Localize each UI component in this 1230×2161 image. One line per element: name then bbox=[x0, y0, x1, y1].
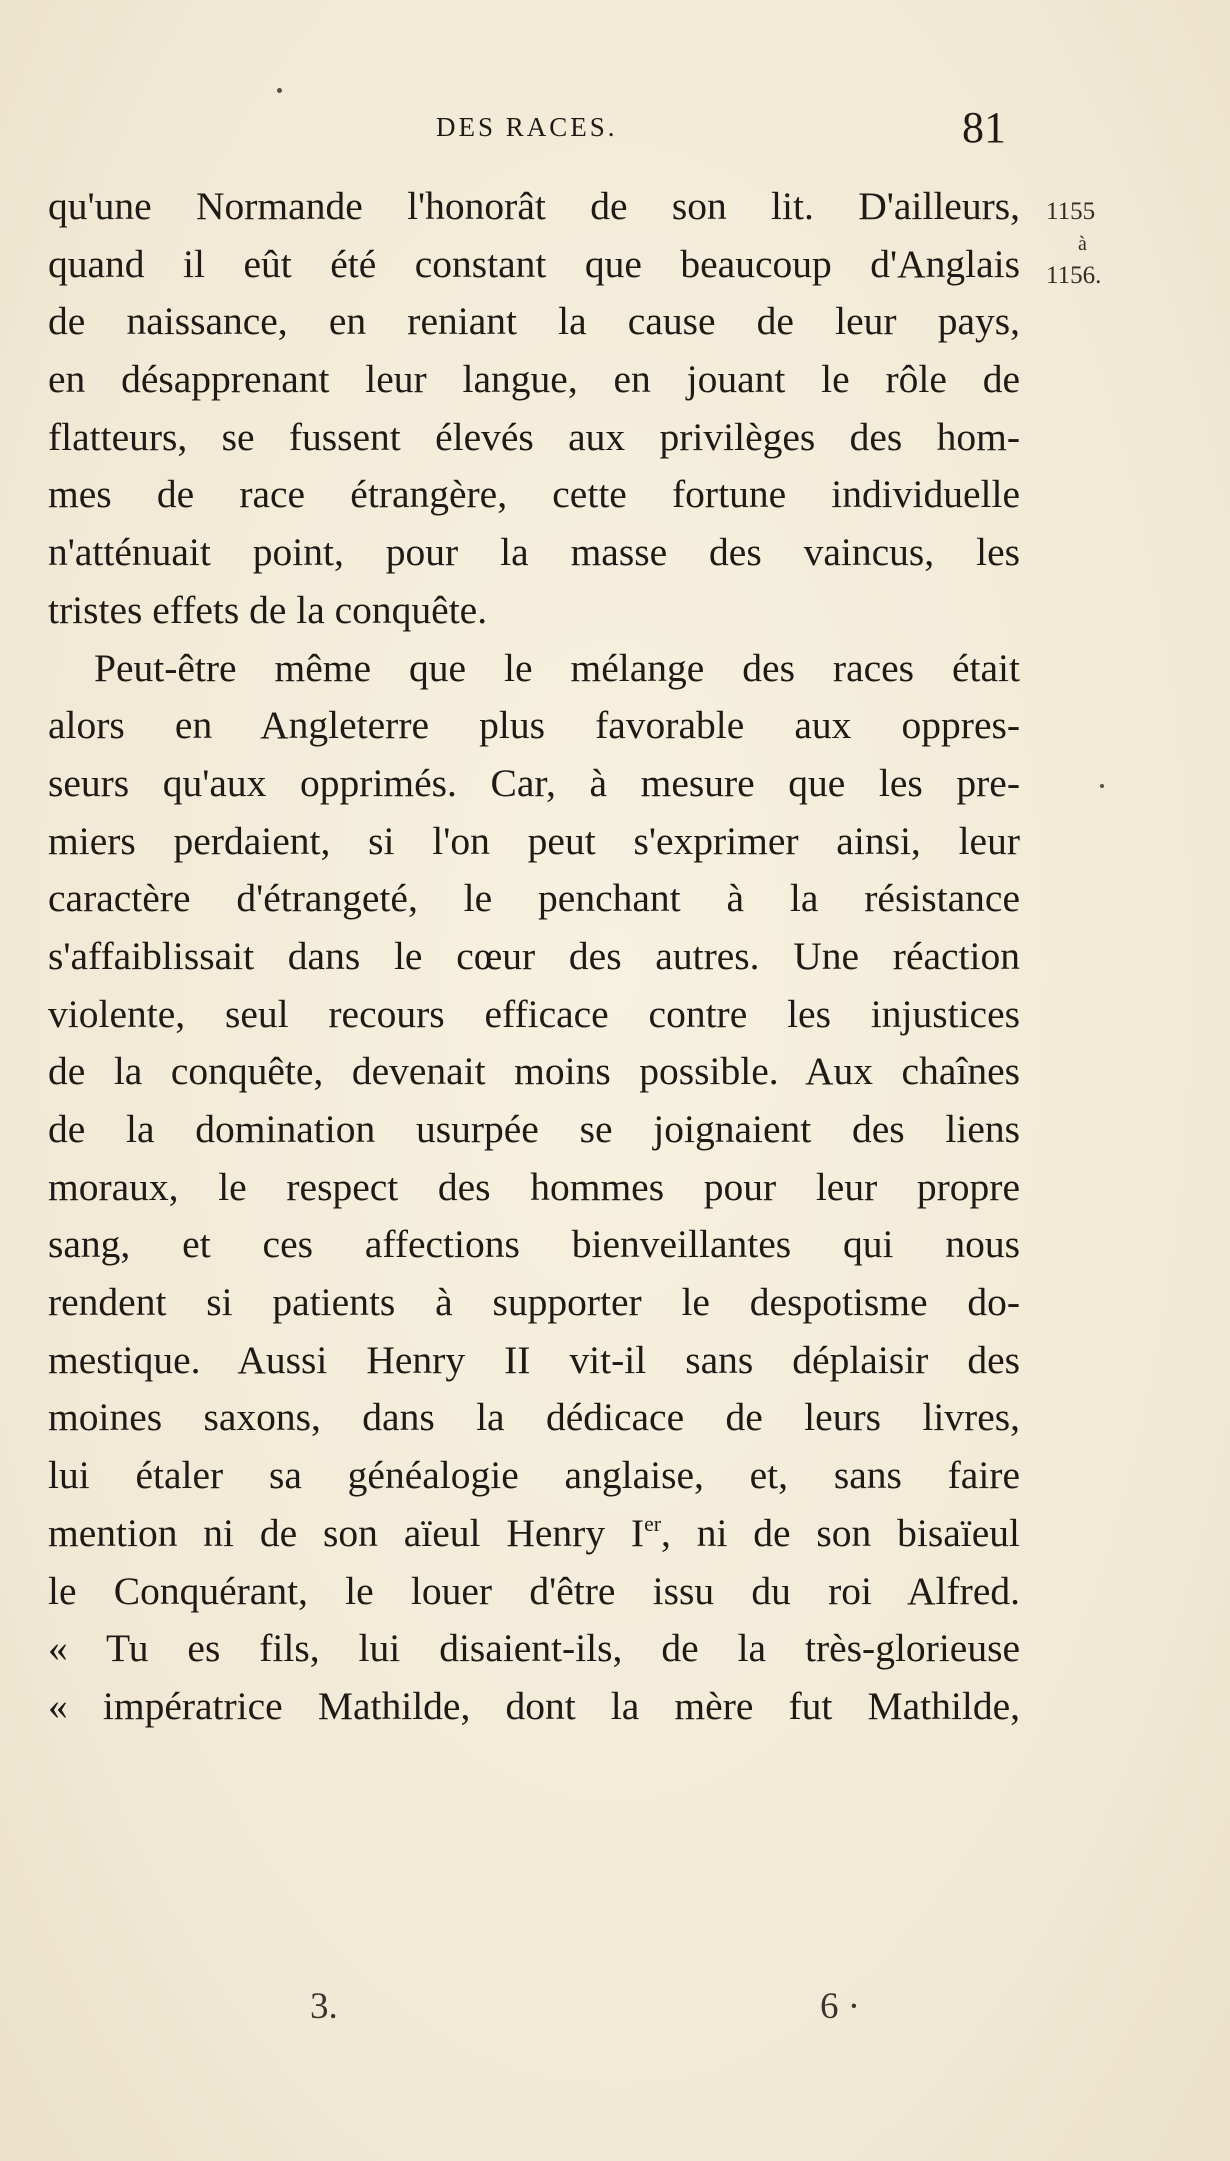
text-line: en désapprenant leur langue, en jouant le rôle de bbox=[48, 357, 1020, 402]
henry-text-after: , ni de son bisaïeul bbox=[660, 1510, 1020, 1555]
text-line-paragraph-start: Peut-être même que le mélange des races était bbox=[94, 645, 1020, 690]
text-line: de la domination usurpée se joignaient des liens bbox=[48, 1107, 1020, 1151]
text-line: quand il eût été constant que beaucoup d'Anglais bbox=[48, 241, 1020, 286]
text-line: seurs qu'aux opprimés. Car, à mesure que les pre- bbox=[48, 760, 1020, 805]
text-line: rendent si patients à supporter le despotisme do- bbox=[48, 1280, 1020, 1325]
paper-speck bbox=[1100, 784, 1104, 788]
volume-mark: 3. bbox=[310, 1986, 338, 2027]
page-number: 81 bbox=[962, 103, 1006, 152]
text-line: mestique. Aussi Henry II vit-il sans déplaisir des bbox=[48, 1337, 1020, 1382]
henry-text-before: mention ni de son aïeul Henry I bbox=[48, 1510, 645, 1555]
text-line: le Conquérant, le louer d'être issu du roi Alfred. bbox=[48, 1568, 1020, 1613]
margin-date-end: 1156. bbox=[1046, 262, 1102, 289]
body-text bbox=[48, 178, 1020, 1736]
text-line: violente, seul recours efficace contre les injustices bbox=[48, 991, 1020, 1036]
text-line: de naissance, en reniant la cause de leur pays, bbox=[48, 299, 1020, 344]
text-line: alors en Angleterre plus favorable aux oppres- bbox=[48, 703, 1020, 748]
text-line: n'atténuait point, pour la masse des vaincus, les bbox=[48, 530, 1020, 575]
text-line: flatteurs, se fussent élevés aux privilèges des hom- bbox=[48, 414, 1020, 459]
text-line-paragraph-end: tristes effets de la conquête. bbox=[48, 587, 488, 632]
signature-mark: 6 · bbox=[820, 1986, 861, 2027]
text-line: caractère d'étrangeté, le penchant à la résistance bbox=[48, 876, 1020, 921]
margin-date-start: 1155 bbox=[1046, 198, 1096, 225]
text-line: de la conquête, devenait moins possible. Aux chaînes bbox=[48, 1049, 1020, 1094]
text-line: moines saxons, dans la dédicace de leurs livres, bbox=[48, 1395, 1020, 1440]
text-line: qu'une Normande l'honorât de son lit. D'ailleurs, bbox=[48, 184, 1020, 228]
henry-superscript: er bbox=[644, 1511, 661, 1536]
running-title: DES RACES. bbox=[436, 112, 618, 142]
text-line-henry bbox=[48, 1505, 1020, 1563]
text-line: lui étaler sa généalogie anglaise, et, sans faire bbox=[48, 1453, 1020, 1498]
text-line: miers perdaient, si l'on peut s'exprimer ainsi, leur bbox=[48, 818, 1020, 863]
text-line: sang, et ces affections bienveillantes qui nous bbox=[48, 1222, 1020, 1267]
text-line: « impératrice Mathilde, dont la mère fut Mathilde, bbox=[48, 1683, 1020, 1728]
text-line: s'affaiblissait dans le cœur des autres. Une réaction bbox=[48, 933, 1020, 978]
text-line: mes de race étrangère, cette fortune individuelle bbox=[48, 472, 1020, 517]
text-line: « Tu es fils, lui disaient-ils, de la très-glorieuse bbox=[48, 1626, 1020, 1671]
paper-speck bbox=[277, 88, 282, 93]
margin-date-connector: à bbox=[1078, 233, 1087, 255]
text-line: moraux, le respect des hommes pour leur propre bbox=[48, 1164, 1020, 1209]
